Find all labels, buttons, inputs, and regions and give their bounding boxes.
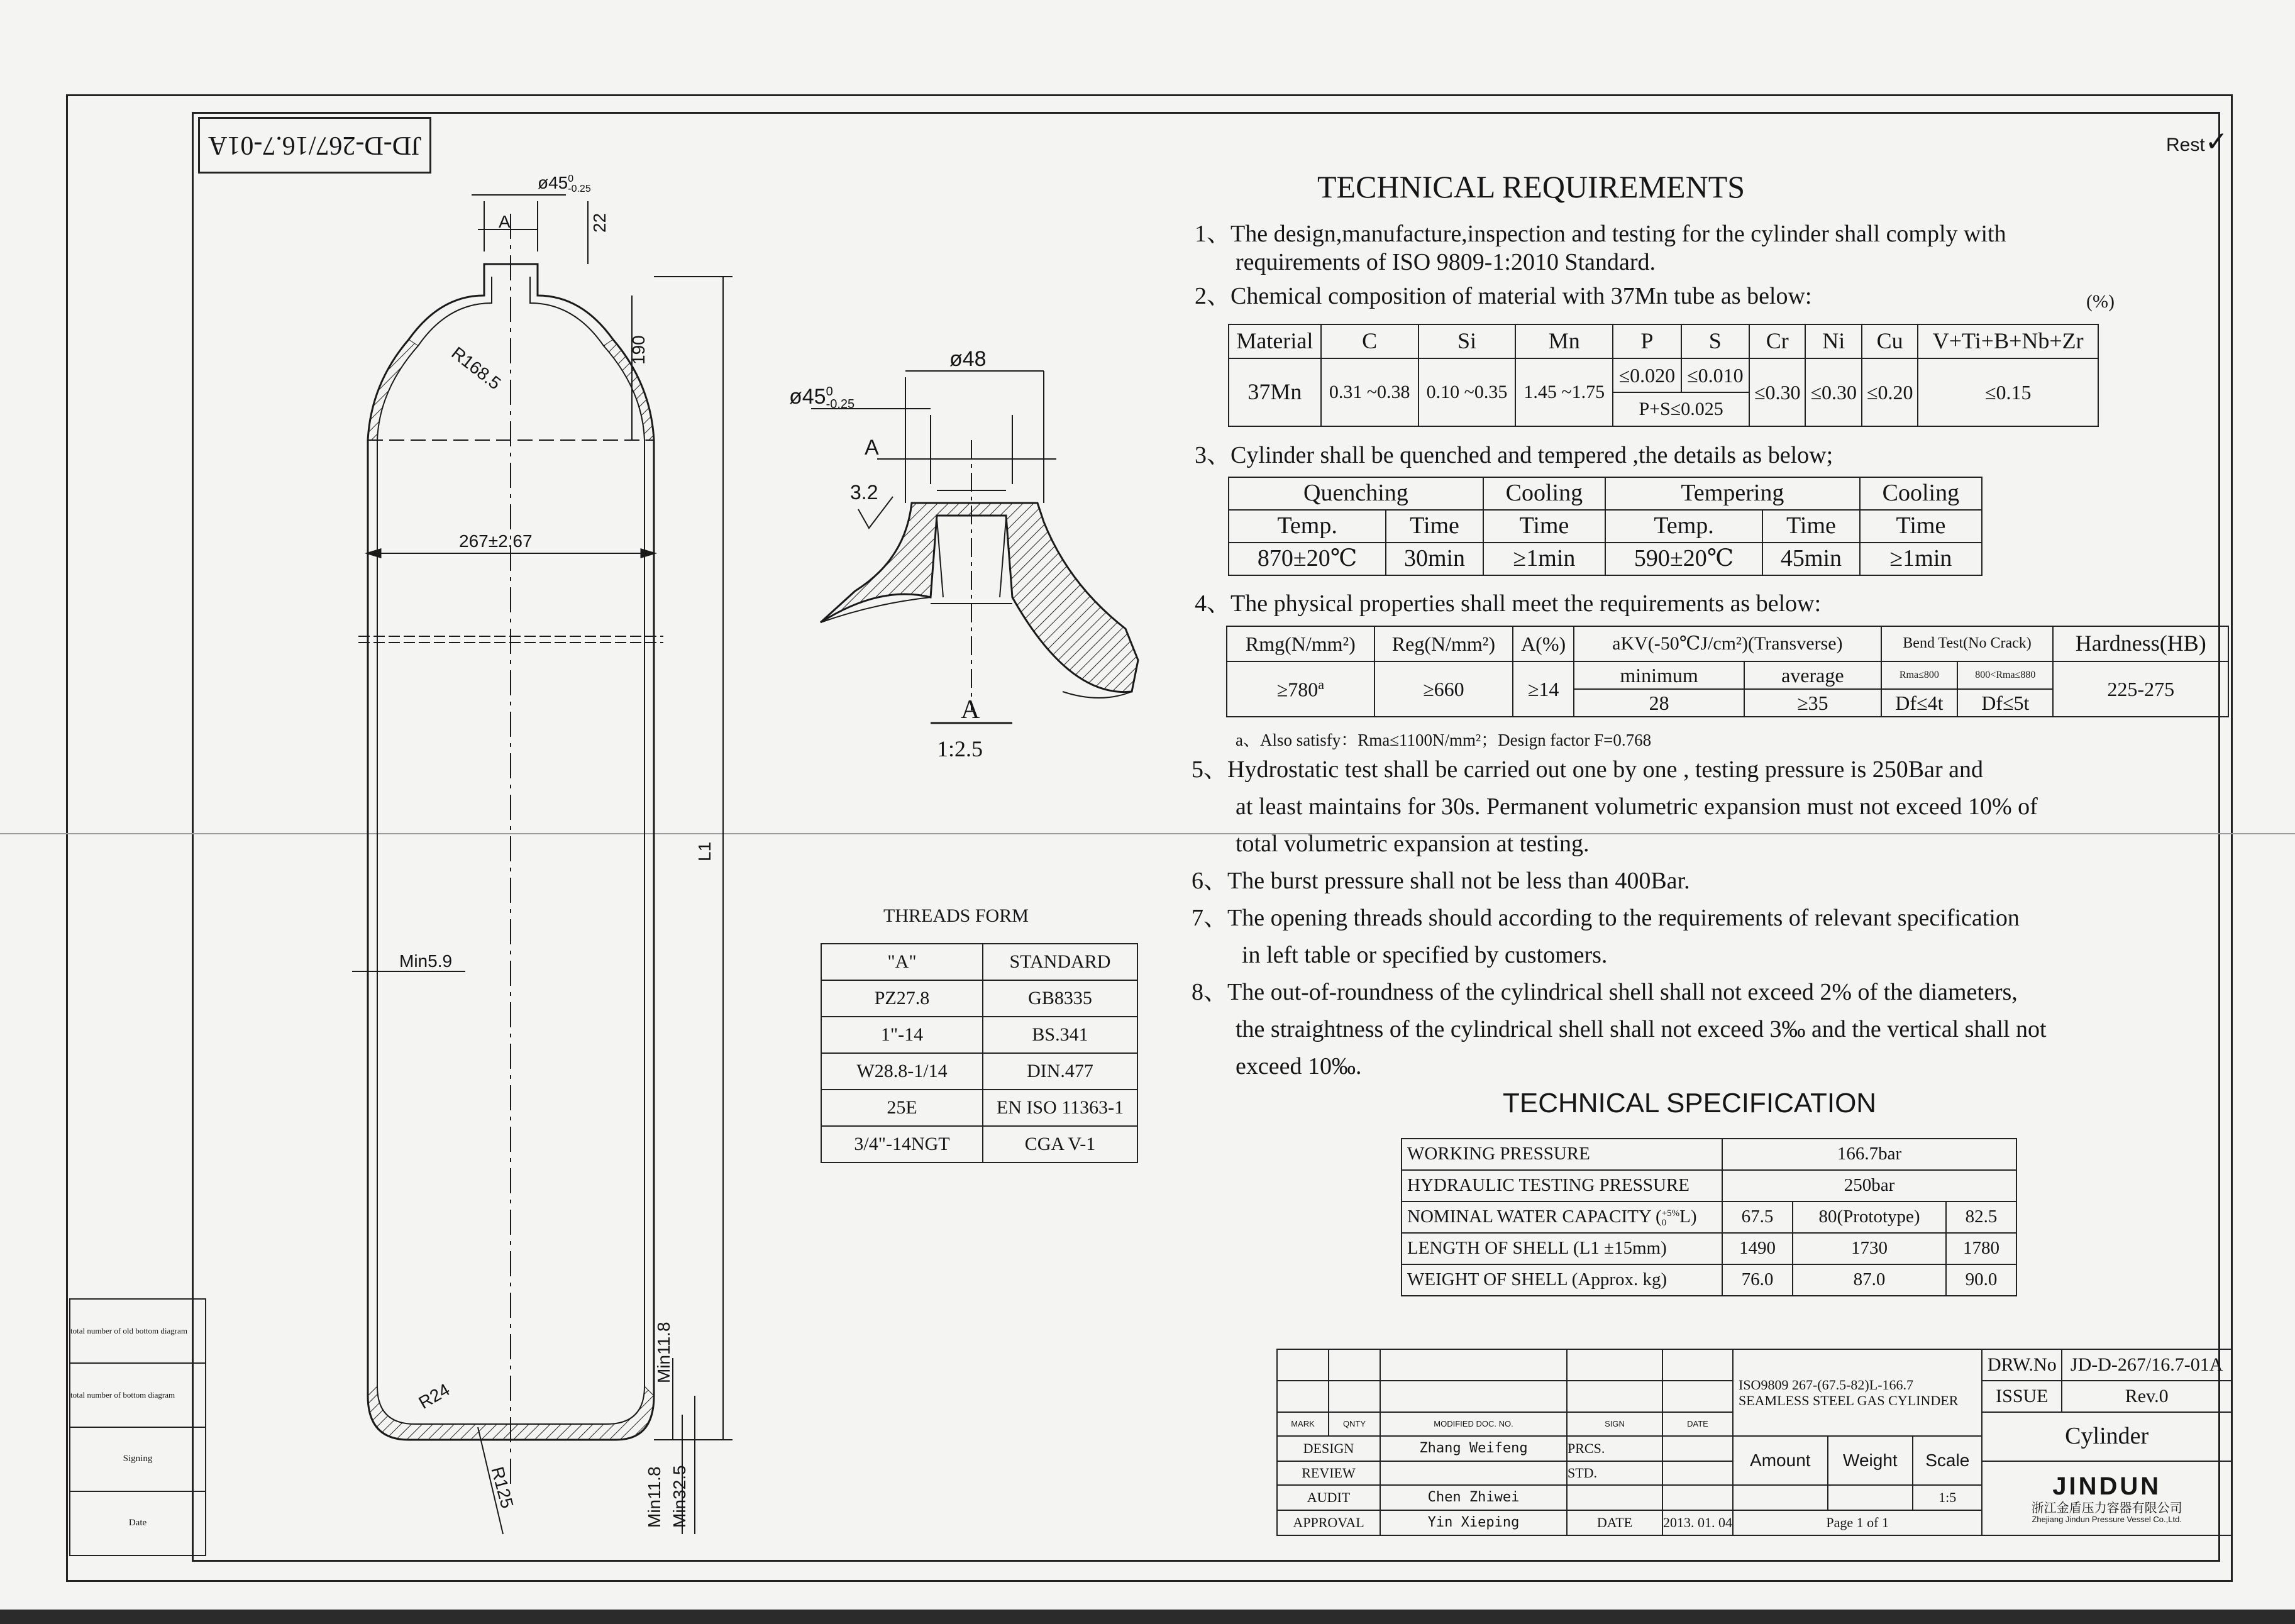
chem-h-p: P	[1613, 324, 1681, 358]
chem-h-s: S	[1681, 324, 1749, 358]
heat-c1-time-h: Time	[1483, 510, 1605, 543]
bottom-min2: Min11.8	[644, 1466, 664, 1528]
threads-title: THREADS FORM	[883, 905, 1029, 926]
tb-date: DATE	[1662, 1412, 1733, 1436]
section-scale: 1:2.5	[937, 736, 983, 761]
tb-amount: Amount	[1733, 1436, 1828, 1485]
tb-audit: AUDIT	[1277, 1485, 1380, 1510]
tb-scale: Scale	[1913, 1436, 1982, 1485]
thread-std-3: DIN.477	[983, 1053, 1137, 1090]
tb-blank-2	[1329, 1349, 1380, 1381]
tb-page: Page 1 of 1	[1733, 1510, 1982, 1535]
title-block	[1276, 1349, 2232, 1536]
tb-blank-15	[1662, 1485, 1733, 1510]
thread-std-2: BS.341	[983, 1017, 1137, 1053]
threads-h2: STANDARD	[983, 944, 1137, 980]
side-signing: Signing	[70, 1427, 206, 1491]
spec-cap-unit: L	[1679, 1207, 1691, 1227]
chem-h-vti: V+Ti+B+Nb+Zr	[1918, 324, 2098, 358]
tb-date-value: 2013. 01. 04	[1662, 1510, 1733, 1535]
tb-blank-3	[1380, 1349, 1567, 1381]
tb-blank-1	[1277, 1349, 1329, 1381]
phys-bend1-h: Rma≤800	[1881, 661, 1958, 689]
tb-spec-line1: ISO9809 267-(67.5-82)L-166.7	[1739, 1376, 1914, 1393]
heat-t-time: 45min	[1762, 543, 1860, 575]
spec-cap-2: 80(Prototype)	[1793, 1201, 1946, 1233]
detail-dia45	[789, 385, 854, 411]
detail-tolerance	[826, 385, 855, 411]
detail-dia48: ø48	[949, 347, 987, 371]
thread-a-3: W28.8-1/14	[821, 1053, 983, 1090]
phys-rmg-h: Rmg(N/mm²)	[1227, 626, 1374, 661]
phys-hardness: 225-275	[2053, 661, 2228, 717]
phys-bend2-h: 800<Rma≤880	[1957, 661, 2053, 689]
heat-q-temp-h: Temp.	[1229, 510, 1386, 543]
percent-unit: (%)	[2086, 291, 2115, 312]
tech-spec-table	[1401, 1138, 2017, 1296]
tb-blank-5	[1662, 1349, 1733, 1381]
detail-tol-up: 0	[826, 385, 833, 399]
tech-spec-title: TECHNICAL SPECIFICATION	[1503, 1088, 1877, 1119]
tb-weight: Weight	[1828, 1436, 1913, 1485]
tb-company-en: Zhejiang Jindun Pressure Vessel Co.,Ltd.	[2032, 1515, 2182, 1525]
spec-wt-2: 87.0	[1793, 1264, 1946, 1296]
tb-blank-13	[1662, 1461, 1733, 1485]
heat-t-temp-h: Temp.	[1605, 510, 1762, 543]
spec-wt-1: 76.0	[1722, 1264, 1793, 1296]
req5-line1: 5、Hydrostatic test shall be carried out one by one , testing pressure is 250Bar and	[1192, 756, 1983, 783]
heat-q-temp: 870±20℃	[1229, 543, 1386, 575]
side-label-table	[69, 1298, 206, 1556]
heat-c2-time: ≥1min	[1860, 543, 1982, 575]
tb-drw-no-label: DRW.No	[1982, 1349, 2062, 1381]
chem-h-material: Material	[1229, 324, 1321, 358]
spec-cap-tol-up: +5%	[1661, 1208, 1680, 1218]
detail-tol-down: -0.25	[826, 397, 855, 412]
bottom-min1: Min11.8	[654, 1322, 673, 1383]
chem-h-ni: Ni	[1805, 324, 1861, 358]
tb-date-label: DATE	[1567, 1510, 1662, 1535]
thread-a-1: PZ27.8	[821, 980, 983, 1017]
tb-design: DESIGN	[1277, 1436, 1380, 1461]
req1-line1: 1、The design,manufacture,inspection and testing for the cylinder shall comply with	[1195, 221, 2006, 247]
detail-dia45-value: ø45	[789, 385, 826, 409]
tb-sign: SIGN	[1567, 1412, 1662, 1436]
tb-company	[1982, 1461, 2231, 1535]
tb-blank-10	[1662, 1381, 1733, 1412]
heat-cooling2: Cooling	[1860, 477, 1982, 510]
req2: 2、Chemical composition of material with 37Mn tube as below:	[1195, 283, 1812, 309]
phys-df1: Df≤4t	[1881, 689, 1958, 717]
chem-si: 0.10 ~0.35	[1418, 358, 1516, 426]
section-label: A	[961, 695, 980, 724]
heat-q-time: 30min	[1386, 543, 1483, 575]
tb-mark: MARK	[1277, 1412, 1329, 1436]
req8-line2: the straightness of the cylindrical shell shall not exceed 3‰ and the vertical shall not	[1236, 1016, 2047, 1042]
thread-a-4: 25E	[821, 1090, 983, 1126]
heat-c2-time-h: Time	[1860, 510, 1982, 543]
thread-std-1: GB8335	[983, 980, 1137, 1017]
spec-len-1: 1490	[1722, 1233, 1793, 1264]
tb-company-logo: JINDUN	[2052, 1472, 2162, 1501]
spec-len-3: 1780	[1946, 1233, 2016, 1264]
neck-tol-down: -0.25	[568, 183, 591, 194]
tb-blank-14	[1567, 1485, 1662, 1510]
bottom-radius2: R125	[487, 1464, 517, 1511]
phys-df2: Df≤5t	[1957, 689, 2053, 717]
shoulder-height: 190	[629, 335, 648, 365]
neck-diameter	[538, 173, 591, 194]
side-total-bottom: total number of bottom diagram	[70, 1363, 206, 1427]
chem-c: 0.31 ~0.38	[1321, 358, 1418, 426]
chem-cr: ≤0.30	[1749, 358, 1805, 426]
chem-ni: ≤0.30	[1805, 358, 1861, 426]
tech-req-item1	[1195, 214, 2006, 311]
phys-rmg-value: ≥780	[1276, 678, 1319, 701]
chem-mn: 1.45 ~1.75	[1515, 358, 1613, 426]
heat-tempering: Tempering	[1605, 477, 1860, 510]
phys-min-h: minimum	[1574, 661, 1744, 689]
neck-a-label: A	[499, 212, 511, 231]
side-date: Date	[70, 1491, 206, 1555]
thread-std-5: CGA V-1	[983, 1126, 1137, 1163]
heat-c1-time: ≥1min	[1483, 543, 1605, 575]
tb-modified: MODIFIED DOC. NO.	[1380, 1412, 1567, 1436]
tb-approval-name: Yin Xieping	[1380, 1510, 1567, 1535]
tb-approval: APPROVAL	[1277, 1510, 1380, 1535]
tb-company-cn: 浙江金盾压力容器有限公司	[2031, 1500, 2182, 1516]
chem-h-si: Si	[1418, 324, 1516, 358]
neck-dia-value: ø45	[538, 173, 568, 192]
tb-spec-line2: SEAMLESS STEEL GAS CYLINDER	[1739, 1393, 1959, 1408]
chem-ps: P+S≤0.025	[1613, 392, 1749, 426]
neck-tol-up: 0	[568, 173, 574, 184]
tb-issue: Rev.0	[2062, 1381, 2231, 1412]
spec-hyd-label: HYDRAULIC TESTING PRESSURE	[1402, 1170, 1722, 1201]
req1-line2: requirements of ISO 9809-1:2010 Standard.	[1236, 249, 1656, 275]
spec-len-2: 1730	[1793, 1233, 1946, 1264]
tb-blank-6	[1277, 1381, 1329, 1412]
req5-line3: total volumetric expansion at testing.	[1236, 831, 1590, 857]
phys-min: 28	[1574, 689, 1744, 717]
thread-a-5: 3/4"-14NGT	[821, 1126, 983, 1163]
chem-cu: ≤0.20	[1862, 358, 1918, 426]
detail-roughness: 3.2	[850, 481, 878, 504]
phys-avg-h: average	[1744, 661, 1881, 689]
tech-req-items-5-8	[1192, 751, 2047, 1085]
tb-design-name: Zhang Weifeng	[1380, 1436, 1567, 1461]
tb-audit-name: Chen Zhiwei	[1380, 1485, 1567, 1510]
heat-table	[1228, 477, 1983, 576]
phys-akv-h: aKV(-50℃J/cm²)(Transverse)	[1574, 626, 1881, 661]
tb-blank-8	[1380, 1381, 1567, 1412]
spec-len-label: LENGTH OF SHELL (L1 ±15mm)	[1402, 1233, 1722, 1264]
spec-cap-tol	[1662, 1209, 1679, 1228]
threads-table	[821, 943, 1138, 1163]
spec-wt-3: 90.0	[1946, 1264, 2016, 1296]
req6: 6、The burst pressure shall not be less than 400Bar.	[1192, 868, 1690, 894]
chem-h-cr: Cr	[1749, 324, 1805, 358]
chem-table	[1228, 324, 2099, 427]
phys-a: ≥14	[1513, 661, 1574, 717]
req8-line3: exceed 10‰.	[1236, 1053, 1362, 1080]
req7-line2: in left table or specified by customers.	[1242, 942, 1608, 968]
chem-h-c: C	[1321, 324, 1418, 358]
phys-a-h: A(%)	[1513, 626, 1574, 661]
req8-line1: 8、The out-of-roundness of the cylindrical shell shall not exceed 2% of the diameters,	[1192, 979, 2018, 1005]
chem-h-cu: Cu	[1862, 324, 1918, 358]
wall-min: Min5.9	[399, 951, 453, 971]
heat-quenching: Quenching	[1229, 477, 1483, 510]
bottom-radius: R24	[415, 1379, 453, 1413]
neck-tolerance	[568, 174, 590, 194]
phys-bend-h: Bend Test(No Crack)	[1881, 626, 2054, 661]
length-l1: L1	[695, 841, 714, 861]
tb-blank-7	[1329, 1381, 1380, 1412]
thread-std-4: EN ISO 11363-1	[983, 1090, 1137, 1126]
heat-t-temp: 590±20℃	[1605, 543, 1762, 575]
spec-cap-3: 82.5	[1946, 1201, 2016, 1233]
drawing-number-rotated: JD-D-267/16.7-01A	[207, 131, 422, 160]
phys-reg-h: Reg(N/mm²)	[1374, 626, 1513, 661]
neck-height: 22	[590, 213, 609, 233]
tb-spec	[1733, 1349, 1982, 1436]
chem-material: 37Mn	[1229, 358, 1321, 426]
spec-wt-label: WEIGHT OF SHELL (Approx. kg)	[1402, 1264, 1722, 1296]
tech-req-title: TECHNICAL REQUIREMENTS	[1317, 169, 1745, 204]
phys-reg: ≥660	[1374, 661, 1513, 717]
body-diameter: 267±2.67	[459, 531, 533, 551]
corner-mark-text: Rest	[2166, 135, 2205, 155]
spec-cap-tol-down: 0	[1661, 1217, 1667, 1228]
tb-blank-11	[1662, 1436, 1733, 1461]
spec-cap-1: 67.5	[1722, 1201, 1793, 1233]
tb-std: STD.	[1567, 1461, 1662, 1485]
phys-rmg-sup: a	[1318, 677, 1324, 693]
req7-line1: 7、The opening threads should according to the requirements of relevant specification	[1192, 905, 2020, 931]
req3: 3、Cylinder shall be quenched and tempered ,the details as below;	[1195, 442, 1833, 468]
chem-vti: ≤0.15	[1918, 358, 2098, 426]
spec-wp: 166.7bar	[1722, 1139, 2016, 1170]
threads-h1: "A"	[821, 944, 983, 980]
chem-s: ≤0.010	[1681, 358, 1749, 392]
phys-table	[1226, 626, 2229, 717]
tb-part: Cylinder	[1982, 1412, 2231, 1461]
tb-issue-label: ISSUE	[1982, 1381, 2062, 1412]
heat-q-time-h: Time	[1386, 510, 1483, 543]
side-total-old: total number of old bottom diagram	[70, 1299, 206, 1363]
thread-a-2: 1"-14	[821, 1017, 983, 1053]
chem-p: ≤0.020	[1613, 358, 1681, 392]
check-icon: ✓	[2204, 126, 2228, 157]
phys-hardness-h: Hardness(HB)	[2053, 626, 2228, 661]
phys-avg: ≥35	[1744, 689, 1881, 717]
shoulder-radius: R168.5	[448, 343, 505, 394]
phys-rmg	[1227, 661, 1374, 717]
heat-t-time-h: Time	[1762, 510, 1860, 543]
detail-a: A	[865, 436, 879, 460]
bottom-min3: Min32.5	[670, 1465, 689, 1528]
tb-scale-value: 1:5	[1913, 1485, 1982, 1510]
heat-cooling1: Cooling	[1483, 477, 1605, 510]
tb-blank-12	[1380, 1461, 1567, 1485]
tb-blank-4	[1567, 1349, 1662, 1381]
note-a: a、Also satisfy：Rma≤1100N/mm²；Design factor F=0.768	[1236, 731, 1652, 749]
spec-hyd: 250bar	[1722, 1170, 2016, 1201]
tb-drw-no: JD-D-267/16.7-01A	[2062, 1349, 2231, 1381]
req4: 4、The physical properties shall meet the requirements as below:	[1195, 590, 1822, 617]
spec-cap-label: NOMINAL WATER CAPACITY	[1407, 1207, 1651, 1227]
tb-review: REVIEW	[1277, 1461, 1380, 1485]
chem-h-mn: Mn	[1515, 324, 1613, 358]
tb-prcs: PRCS.	[1567, 1436, 1662, 1461]
tb-blank-17	[1828, 1485, 1913, 1510]
req5-line2: at least maintains for 30s. Permanent volumetric expansion must not exceed 10% of	[1236, 793, 2038, 820]
tb-blank-9	[1567, 1381, 1662, 1412]
tb-qnty: QNTY	[1329, 1412, 1380, 1436]
tb-blank-16	[1733, 1485, 1828, 1510]
spec-cap-label-cell: NOMINAL WATER CAPACITY ( +5% 0 L)	[1402, 1201, 1722, 1233]
spec-wp-label: WORKING PRESSURE	[1402, 1139, 1722, 1170]
